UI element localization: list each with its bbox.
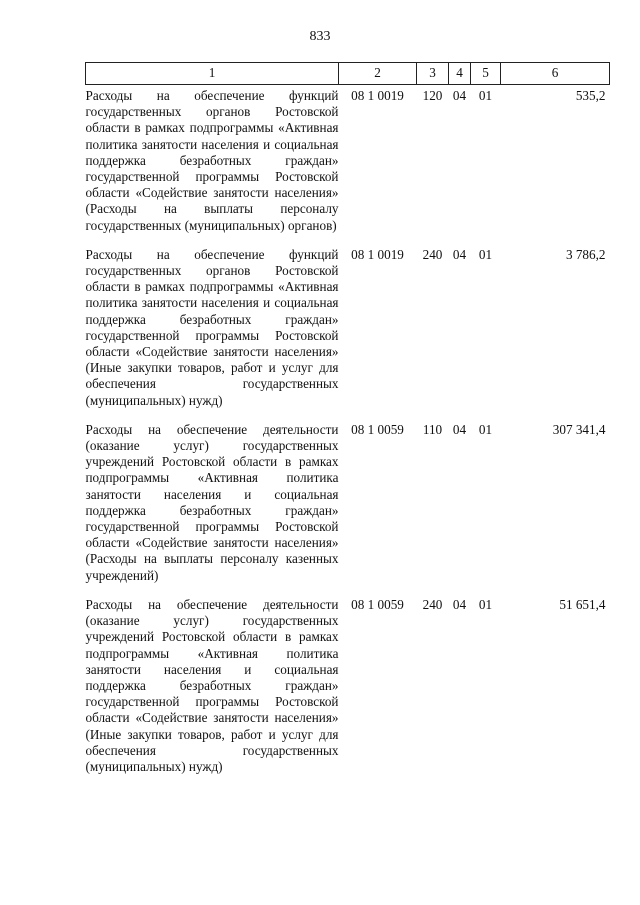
table-row: [86, 85, 610, 244]
row-section: 04: [452, 246, 467, 262]
column-header: 3: [417, 63, 449, 85]
row-expense-type: 120: [422, 88, 443, 103]
row-section: 04: [452, 88, 467, 103]
row-target-code: 08 1 0059: [351, 421, 404, 437]
row-amount: 535,2: [575, 88, 606, 103]
row-subsection: 01: [478, 596, 493, 612]
row-subsection: 01: [478, 246, 493, 262]
table-header-row: [86, 63, 610, 85]
row-amount: 307 341,4: [552, 421, 606, 437]
table-row: [86, 244, 610, 419]
page-number: 833: [309, 29, 331, 44]
column-header: 6: [501, 63, 610, 85]
column-header: 1: [86, 63, 339, 85]
row-target-code: 08 1 0019: [351, 246, 404, 262]
row-expense-type: 240: [422, 246, 443, 262]
row-subsection: 01: [478, 421, 493, 437]
row-section: 04: [452, 596, 467, 612]
row-amount: 51 651,4: [559, 596, 606, 612]
row-target-code: 08 1 0059: [351, 596, 404, 612]
row-description: Расходы на обеспечение функций государственных органов Ростовской области в рамках подпрограммы «Активная политика занятости населения и социальная поддержка безработных граждан» государственной программы Ростовской области «Содействие занятости населения» (Расходы на выплаты персоналу государственных (муниципальных) органов): [85, 88, 339, 233]
row-amount: 3 786,2: [565, 246, 606, 262]
row-description: Расходы на обеспечение деятельности (оказание услуг) государственных учреждений Ростовской области в рамках подпрограммы «Активная политика занятости населения и социальная поддержка безработных граждан» государственной программы Ростовской области «Содействие занятости населения» (Расходы на выплаты персоналу казенных учреждений): [85, 421, 339, 583]
budget-table: [85, 62, 610, 785]
column-header: 2: [339, 63, 417, 85]
row-section: 04: [452, 421, 467, 437]
column-header: 4: [449, 63, 471, 85]
row-description: Расходы на обеспечение функций государственных органов Ростовской области в рамках подпрограммы «Активная политика занятости населения и социальная поддержка безработных граждан» государственной программы Ростовской области «Содействие занятости населения» (Иные закупки товаров, работ и услуг для обеспечения государственных (муниципальных) нужд): [85, 246, 339, 408]
table-row: [86, 419, 610, 594]
row-expense-type: 240: [422, 596, 443, 612]
row-subsection: 01: [478, 88, 493, 103]
column-header: 5: [471, 63, 501, 85]
table-row: [86, 594, 610, 785]
row-expense-type: 110: [422, 421, 443, 437]
row-target-code: 08 1 0019: [351, 88, 404, 103]
row-description: Расходы на обеспечение деятельности (оказание услуг) государственных учреждений Ростовской области в рамках подпрограммы «Активная политика занятости населения и социальная поддержка безработных граждан» государственной программы Ростовской области «Содействие занятости населения» (Иные закупки товаров, работ и услуг для обеспечения государственных (муниципальных) нужд): [85, 596, 339, 774]
